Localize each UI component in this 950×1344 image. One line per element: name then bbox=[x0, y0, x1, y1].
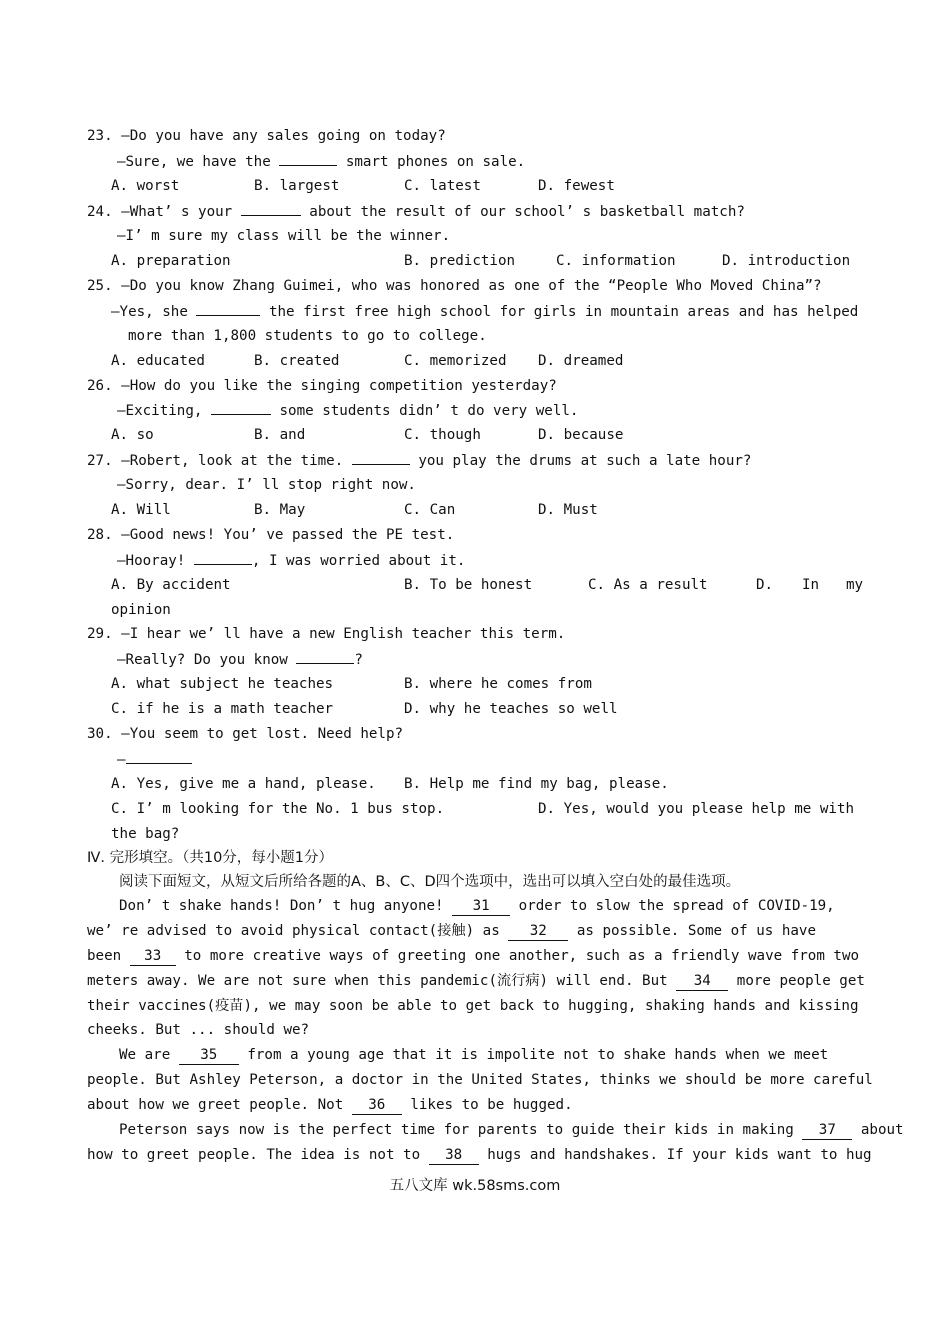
question-25: 25. —Do you know Zhang Guimei, who was honored as one of the “People Who Moved China”? bbox=[87, 278, 822, 294]
option-c: C. though bbox=[404, 427, 481, 443]
option-b: B. Help me find my bag, please. bbox=[404, 776, 669, 792]
option-c: C. Can bbox=[404, 502, 456, 518]
question-28: 28. —Good news! You’ ve passed the PE test. bbox=[87, 527, 455, 543]
passage-line: their vaccines(疫苗), we may soon be able to get back to hugging, shaking hands and kissing bbox=[87, 998, 859, 1014]
option-b: B. largest bbox=[254, 178, 340, 194]
section-title: Ⅳ. 完形填空。（共10分，每小题1分） bbox=[87, 850, 334, 866]
option-a: A. Will bbox=[111, 502, 171, 518]
option-a: A. worst bbox=[111, 178, 180, 194]
passage-line: Peterson says now is the perfect time for parents to guide their kids in making 37 about bbox=[119, 1122, 904, 1138]
option-d: D. fewest bbox=[538, 178, 615, 194]
option-d: D. introduction bbox=[722, 253, 851, 269]
option-d: D. because bbox=[538, 427, 624, 443]
option-d: D. bbox=[756, 577, 774, 593]
question-23-answer: —Sure, we have the smart phones on sale. bbox=[117, 149, 894, 173]
option-d: D. Must bbox=[538, 502, 598, 518]
question-26-answer: —Exciting, some students didn’ t do very well. bbox=[117, 398, 894, 422]
option-c: C. I’ m looking for the No. 1 bus stop. bbox=[111, 801, 445, 817]
option-b: B. prediction bbox=[404, 253, 516, 269]
option-b: B. May bbox=[254, 502, 306, 518]
passage-line: Don’ t shake hands! Don’ t hug anyone! 31 order to slow the spread of COVID-19, bbox=[119, 898, 835, 914]
option-c: C. information bbox=[556, 253, 676, 269]
question-30: 30. —You seem to get lost. Need help? bbox=[87, 726, 404, 742]
option-a: A. preparation bbox=[111, 253, 231, 269]
option-a: A. so bbox=[111, 427, 154, 443]
option-d: D. why he teaches so well bbox=[404, 701, 618, 717]
blank bbox=[196, 299, 260, 316]
question-number: 23. bbox=[87, 128, 113, 144]
question-26: 26. —How do you like the singing competition yesterday? bbox=[87, 378, 557, 394]
question-23 bbox=[87, 124, 864, 148]
blank-31: 31 bbox=[452, 897, 510, 916]
blank-36: 36 bbox=[352, 1096, 402, 1115]
passage-line: we’ re advised to avoid physical contact(接触) as 32 as possible. Some of us have bbox=[87, 923, 817, 939]
blank bbox=[211, 398, 271, 415]
question-30-answer: — bbox=[117, 747, 894, 771]
blank bbox=[296, 647, 354, 664]
option-a: A. what subject he teaches bbox=[111, 676, 334, 692]
blank-33: 33 bbox=[130, 947, 176, 966]
question-29-answer: —Really? Do you know ? bbox=[117, 647, 894, 671]
passage-line: We are 35 from a young age that it is impolite not to shake hands when we meet bbox=[119, 1047, 829, 1063]
question-27: 27. —Robert, look at the time. you play the drums at such a late hour? bbox=[87, 448, 864, 472]
blank bbox=[241, 199, 301, 216]
blank-38: 38 bbox=[429, 1146, 479, 1165]
option-b: B. created bbox=[254, 353, 340, 369]
passage-line: been 33 to more creative ways of greeting one another, such as a friendly wave from two bbox=[87, 948, 860, 964]
passage-line: meters away. We are not sure when this pandemic(流行病) will end. But 34 more people get bbox=[87, 973, 865, 989]
option-a: A. educated bbox=[111, 353, 205, 369]
question-28-answer: —Hooray! , I was worried about it. bbox=[117, 548, 894, 572]
option-d-cont: opinion bbox=[111, 602, 171, 618]
question-text: —Do you have any sales going on today? bbox=[121, 128, 446, 144]
option-d-word: my bbox=[846, 577, 864, 593]
question-25-answer: —Yes, she the first free high school for girls in mountain areas and has helped bbox=[111, 299, 864, 323]
option-c: C. As a result bbox=[588, 577, 708, 593]
blank-32: 32 bbox=[508, 922, 568, 941]
option-d: D. Yes, would you please help me with bbox=[538, 801, 855, 817]
passage-line: how to greet people. The idea is not to 38 hugs and handshakes. If your kids want to hug bbox=[87, 1147, 872, 1163]
option-c: C. memorized bbox=[404, 353, 507, 369]
blank-37: 37 bbox=[802, 1121, 852, 1140]
blank bbox=[194, 548, 252, 565]
footer-watermark: 五八文库 wk.58sms.com bbox=[389, 1178, 561, 1194]
option-d-cont: the bag? bbox=[111, 826, 180, 842]
option-b: B. To be honest bbox=[404, 577, 533, 593]
question-25-answer-cont: more than 1,800 students to go to college. bbox=[128, 328, 487, 344]
blank bbox=[126, 747, 192, 764]
option-b: B. and bbox=[254, 427, 306, 443]
question-27-answer: —Sorry, dear. I’ ll stop right now. bbox=[117, 477, 416, 493]
blank bbox=[352, 448, 410, 465]
question-29: 29. —I hear we’ ll have a new English teacher this term. bbox=[87, 626, 566, 642]
blank bbox=[279, 149, 337, 166]
blank-34: 34 bbox=[676, 972, 728, 991]
option-b: B. where he comes from bbox=[404, 676, 592, 692]
option-d-word: In bbox=[802, 577, 820, 593]
option-a: A. By accident bbox=[111, 577, 231, 593]
passage-line: cheeks. But ... should we? bbox=[87, 1022, 310, 1038]
option-a: A. Yes, give me a hand, please. bbox=[111, 776, 376, 792]
option-c: C. latest bbox=[404, 178, 481, 194]
question-24-answer: —I’ m sure my class will be the winner. bbox=[117, 228, 451, 244]
option-d: D. dreamed bbox=[538, 353, 624, 369]
option-c: C. if he is a math teacher bbox=[111, 701, 334, 717]
passage-line: people. But Ashley Peterson, a doctor in the United States, thinks we should be more careful bbox=[87, 1072, 873, 1088]
question-24: 24. —What’ s your about the result of our school’ s basketball match? bbox=[87, 199, 864, 223]
section-instruction: 阅读下面短文，从短文后所给各题的A、B、C、D四个选项中，选出可以填入空白处的最佳选项。 bbox=[119, 874, 741, 890]
blank-35: 35 bbox=[179, 1046, 239, 1065]
passage-line: about how we greet people. Not 36 likes to be hugged. bbox=[87, 1097, 573, 1113]
